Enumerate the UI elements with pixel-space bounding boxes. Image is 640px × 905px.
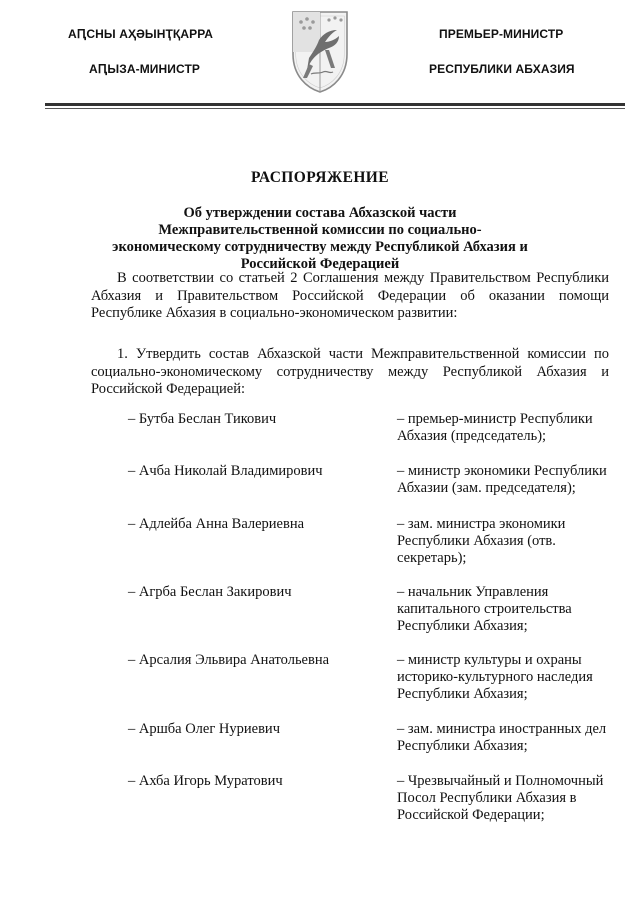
member-role: – зам. министра экономики Республики Абхазия (отв. секретарь); [397, 516, 566, 566]
member-name: – Агрба Беслан Закирович [128, 584, 292, 600]
letterhead-divider-thin [45, 108, 625, 109]
letterhead-right-line-2: РЕСПУБЛИКИ АБХАЗИЯ [429, 62, 575, 76]
member-name: – Аршба Олег Нуриевич [128, 721, 280, 737]
member-name: – Ахба Игорь Муратович [128, 773, 283, 789]
member-role: – министр экономики Республики Абхазии (зам. председателя); [397, 463, 607, 496]
member-role: – начальник Управления капитального строительства Республики Абхазия; [397, 584, 572, 634]
state-emblem-icon [289, 8, 351, 94]
letterhead-left-line-2: АԤЫЗА-МИНИСТР [89, 62, 201, 76]
member-name: – Арсалия Эльвира Анатольевна [128, 652, 330, 668]
preamble-paragraph: В соответствии со статьей 2 Соглашения между Правительством Республики Абхазия и Правительством Российской Федерации об оказании помощи Республике Абхазия в социально-экономическом развитии: [91, 270, 609, 321]
letterhead-divider-thick [45, 103, 625, 106]
member-role: – Чрезвычайный и Полномочный Посол Республики Абхазия в Российской Федерации; [397, 773, 604, 823]
member-name: – Ачба Николай Владимирович [128, 463, 323, 479]
document-subtitle: Об утверждении состава Абхазской части Межправительственной комиссии по социально-экономическому сотрудничеству между Республикой Абхазия и Российской Федерацией [112, 205, 528, 272]
member-role: – зам. министра иностранных дел Республики Абхазия; [397, 721, 607, 754]
member-role: – премьер-министр Республики Абхазия (председатель); [397, 411, 593, 444]
member-name: – Адлейба Анна Валериевна [128, 516, 305, 532]
letterhead-left-line-1: АԤСНЫ АҲӘЫНҬҚАРРА [68, 27, 214, 41]
member-role: – министр культуры и охраны историко-культурного наследия Республики Абхазия; [397, 652, 593, 702]
member-name: – Бутба Беслан Тикович [128, 411, 277, 427]
point-1-paragraph: 1. Утвердить состав Абхазской части Межправительственной комиссии по социально-экономическому сотрудничеству между Республикой Абхазия и Российской Федерацией: [91, 346, 609, 397]
document-title: РАСПОРЯЖЕНИЕ [250, 169, 390, 186]
letterhead-right-line-1: ПРЕМЬЕР-МИНИСТР [439, 27, 564, 41]
